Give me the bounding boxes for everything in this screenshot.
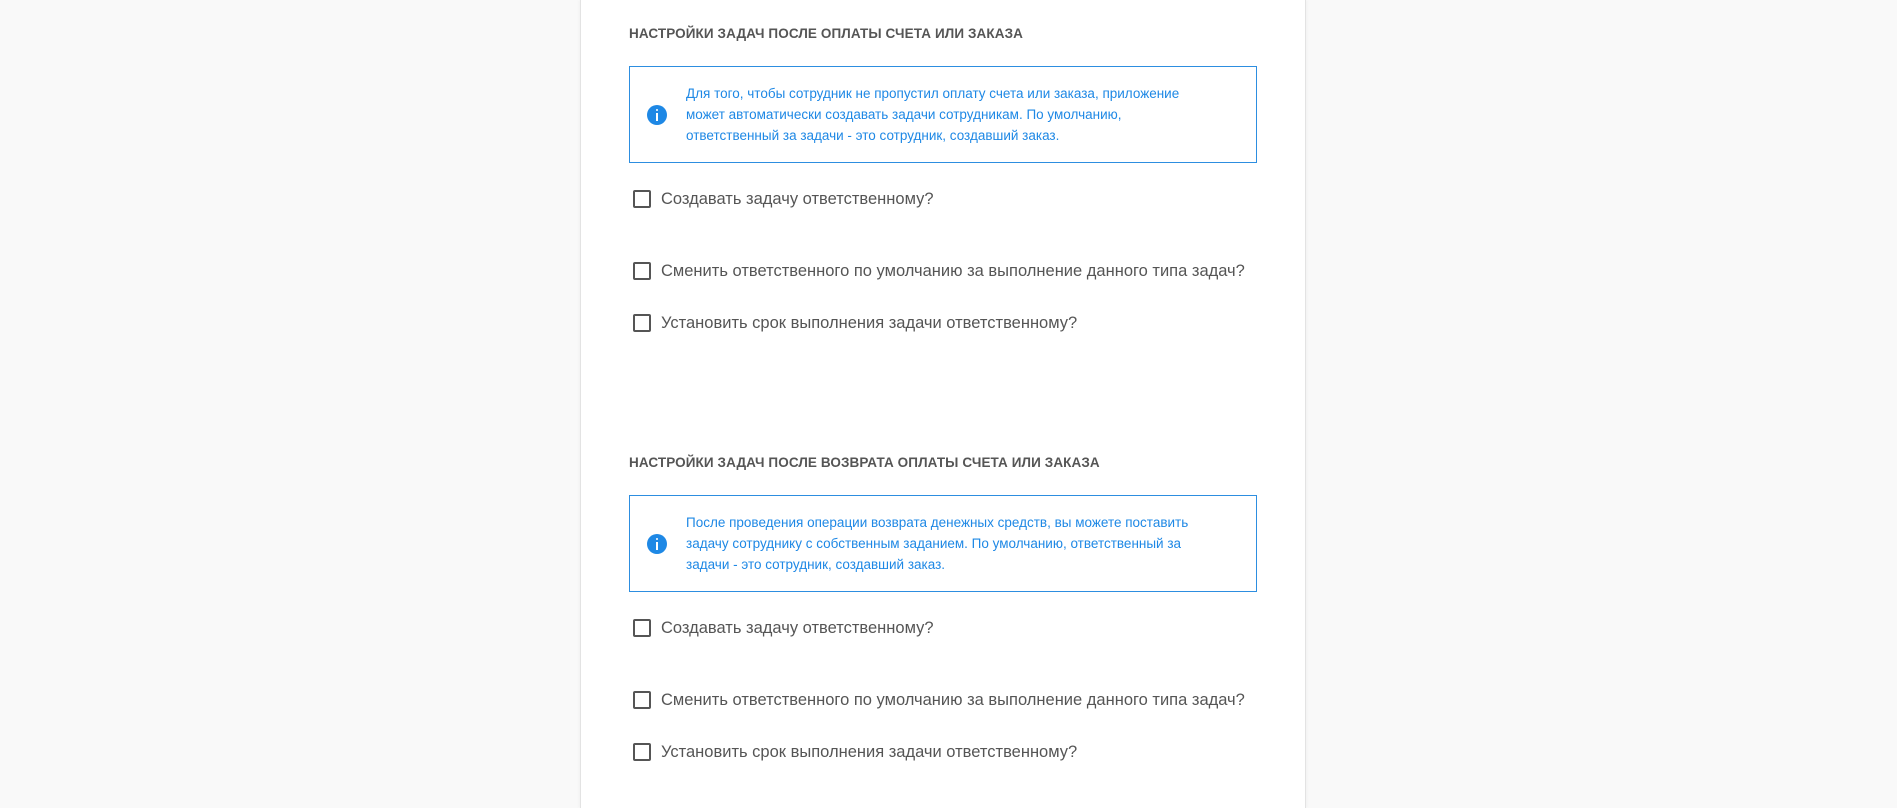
set-deadline-checkbox[interactable] bbox=[629, 311, 1077, 335]
checkbox-label: Сменить ответственного по умолчанию за выполнение данного типа задач? bbox=[661, 261, 1245, 280]
info-line: После проведения операции возврата денежных средств, вы можете поставить bbox=[686, 515, 1189, 530]
info-line: Для того, чтобы сотрудник не пропустил оплату счета или заказа, приложение bbox=[686, 86, 1180, 101]
info-text bbox=[686, 83, 1231, 146]
info-icon bbox=[647, 534, 667, 554]
checkbox-label: Установить срок выполнения задачи ответственному? bbox=[661, 313, 1078, 332]
info-line: задачи - это сотрудник, создавший заказ. bbox=[686, 557, 946, 572]
section-title: НАСТРОЙКИ ЗАДАЧ ПОСЛЕ ВОЗВРАТА ОПЛАТЫ СЧЕТА ИЛИ ЗАКАЗА bbox=[629, 455, 1100, 470]
checkbox-label: Сменить ответственного по умолчанию за выполнение данного типа задач? bbox=[661, 690, 1245, 709]
checkbox-label: Создавать задачу ответственному? bbox=[661, 618, 934, 637]
section-title: НАСТРОЙКИ ЗАДАЧ ПОСЛЕ ОПЛАТЫ СЧЕТА ИЛИ ЗАКАЗА bbox=[629, 26, 1023, 41]
checkbox-unchecked-icon[interactable] bbox=[633, 691, 651, 709]
checkbox-unchecked-icon[interactable] bbox=[633, 619, 651, 637]
checkbox-unchecked-icon[interactable] bbox=[633, 262, 651, 280]
checkbox-unchecked-icon[interactable] bbox=[633, 190, 651, 208]
settings-panel bbox=[580, 0, 1306, 808]
checkbox-unchecked-icon[interactable] bbox=[633, 314, 651, 332]
info-box bbox=[629, 66, 1257, 163]
checkbox-unchecked-icon[interactable] bbox=[633, 743, 651, 761]
info-text bbox=[686, 512, 1231, 575]
info-box bbox=[629, 495, 1257, 592]
info-line: может автоматически создавать задачи сотрудникам. По умолчанию, bbox=[686, 107, 1122, 122]
create-task-checkbox[interactable] bbox=[629, 616, 934, 640]
create-task-checkbox[interactable] bbox=[629, 187, 934, 211]
info-icon bbox=[647, 105, 667, 125]
info-line: ответственный за задачи - это сотрудник, создавший заказ. bbox=[686, 128, 1060, 143]
checkbox-label: Создавать задачу ответственному? bbox=[661, 189, 934, 208]
set-deadline-checkbox[interactable] bbox=[629, 740, 1077, 764]
checkbox-label: Установить срок выполнения задачи ответственному? bbox=[661, 742, 1078, 761]
change-default-responsible-checkbox[interactable] bbox=[629, 688, 1245, 712]
info-line: задачу сотруднику с собственным заданием. По умолчанию, ответственный за bbox=[686, 536, 1182, 551]
change-default-responsible-checkbox[interactable] bbox=[629, 259, 1245, 283]
